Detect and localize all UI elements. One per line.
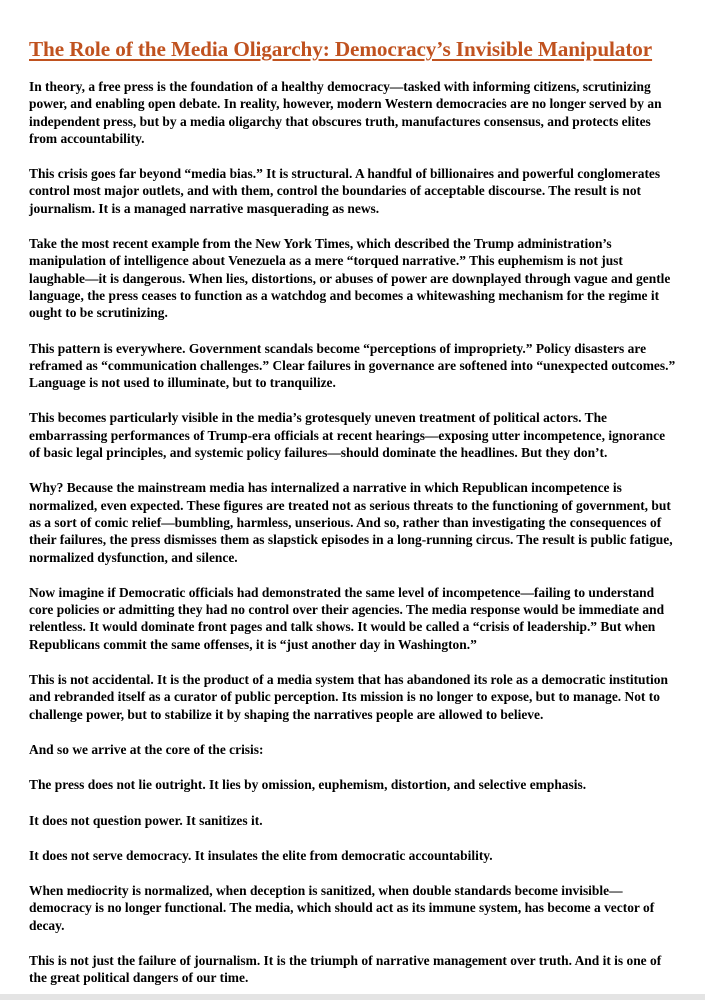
paragraph: Now imagine if Democratic officials had demonstrated the same level of incompetence—failing to understand core policies or admitting they had no control over their agencies. The media response would be immediate and relentless. It would dominate front pages and talk shows. It would be called a “crisis of leadership.” But when Republicans commit the same offenses, it is “just another day in Washington.” bbox=[29, 584, 665, 652]
article-body bbox=[29, 78, 677, 987]
paragraph: The press does not lie outright. It lies by omission, euphemism, distortion, and selective emphasis. bbox=[29, 777, 587, 793]
paragraph: Why? Because the mainstream media has internalized a narrative in which Republican incompetence is normalized, even expected. These figures are treated not as serious threats to the functioning of government, but as a sort of comic relief—bumbling, harmless, unserious. And so, rather than investigating the consequences of their failures, the press dismisses them as slapstick episodes in a long-running circus. The result is public fatigue, normalized dysfunction, and silence. bbox=[29, 480, 673, 565]
paragraph: It does not serve democracy. It insulates the elite from democratic accountability. bbox=[29, 847, 493, 863]
article bbox=[29, 36, 677, 1005]
paragraph: This becomes particularly visible in the media’s grotesquely uneven treatment of political actors. The embarrassing performances of Trump-era officials at recent hearings—exposing utter incompetence, ignorance of basic legal principles, and systemic policy failures—should dominate the headlines. But they don’t. bbox=[29, 410, 666, 461]
paragraph: In theory, a free press is the foundation of a healthy democracy—tasked with informing citizens, scrutinizing power, and enabling open debate. In reality, however, modern Western democracies are no longer served by an independent press, but by a media oligarchy that obscures truth, manufactures consensus, and protects elites from accountability. bbox=[29, 79, 662, 146]
paragraph: And so we arrive at the core of the crisis: bbox=[29, 741, 264, 757]
paragraph: It does not question power. It sanitizes it. bbox=[29, 812, 263, 828]
paragraph: This pattern is everywhere. Government scandals become “perceptions of impropriety.” Policy disasters are reframed as “communication challenges.” Clear failures in governance are softened into “unexpected outcomes.” Language is not used to illuminate, but to tranquilize. bbox=[29, 340, 676, 391]
paragraph: This crisis goes far beyond “media bias.” It is structural. A handful of billionaires and powerful conglomerates control most major outlets, and with them, control the boundaries of acceptable discourse. The result is not journalism. It is a managed narrative masquerading as news. bbox=[29, 166, 661, 216]
paragraph: When mediocrity is normalized, when deception is sanitized, when double standards become invisible—democracy is no longer functional. The media, which should act as its immune system, has become a vector of decay. bbox=[29, 883, 655, 933]
page-bottom-divider bbox=[0, 994, 705, 1000]
paragraph: Take the most recent example from the New York Times, which described the Trump administration’s manipulation of intelligence about Venezuela as a mere “torqued narrative.” This euphemism is not just laughable—it is dangerous. When lies, distortions, or abuses of power are downplayed through vague and gentle language, the press ceases to function as a watchdog and becomes a whitewashing mechanism for the regime it ought to be scrutinizing. bbox=[29, 236, 671, 321]
paragraph: This is not accidental. It is the product of a media system that has abandoned its role as a democratic institution and rebranded itself as a curator of public perception. Its mission is no longer to expose, but to manage. Not to challenge power, but to stabilize it by shaping the narratives people are allowed to believe. bbox=[29, 672, 668, 722]
paragraph: This is not just the failure of journalism. It is the triumph of narrative management over truth. And it is one of the great political dangers of our time. bbox=[29, 952, 662, 986]
article-title: The Role of the Media Oligarchy: Democracy’s Invisible Manipulator bbox=[29, 37, 653, 61]
